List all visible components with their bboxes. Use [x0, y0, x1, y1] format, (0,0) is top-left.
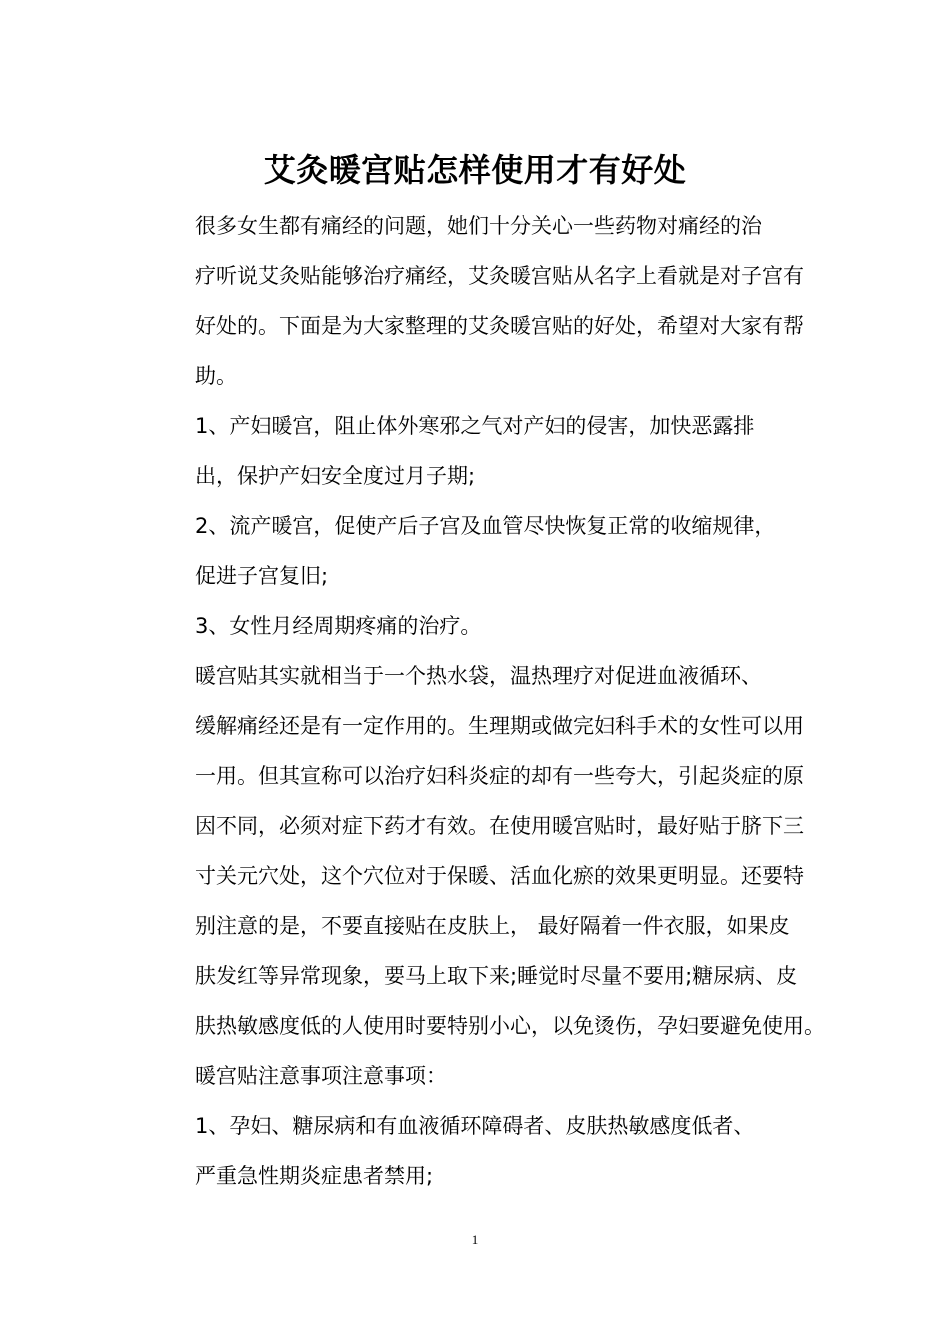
text-line: 一用。但其宣称可以治疗妇科炎症的却有一些夸大，引起炎症的原: [195, 764, 804, 788]
paragraph-intro: [150, 201, 810, 401]
text-line: 缓解痛经还是有一定作用的。生理期或做完妇科手术的女性可以用: [195, 714, 804, 738]
text-line: 寸关元穴处，这个穴位对于保暖、活血化瘀的效果更明显。还要特: [195, 864, 804, 888]
text-line: 因不同，必须对症下药才有效。在使用暖宫贴时，最好贴于脐下三: [195, 814, 804, 838]
document-title: 艾灸暖宫贴怎样使用才有好处: [263, 151, 687, 190]
text-line: 疗听说艾灸贴能够治疗痛经，艾灸暖宫贴从名字上看就是对子宫有: [195, 264, 804, 288]
text-line: 很多女生都有痛经的问题，她们十分关心一些药物对痛经的治: [195, 214, 762, 238]
text-line: 肤发红等异常现象，要马上取下来;睡觉时尽量不要用;糖尿病、皮: [195, 964, 798, 988]
page-number: 1: [471, 1232, 479, 1247]
text-line: 严重急性期炎症患者禁用;: [195, 1164, 434, 1188]
paragraph-explanation: [150, 651, 825, 1051]
paragraph-precautions-heading: [150, 1051, 810, 1101]
paragraph-benefit-3: [150, 601, 810, 651]
paragraph-benefit-1: [150, 401, 810, 501]
text-line: 出，保护产妇安全度过月子期;: [195, 464, 476, 488]
paragraph-benefit-2: [150, 501, 810, 601]
text-line: 1、孕妇、糖尿病和有血液循环障碍者、皮肤热敏感度低者、: [195, 1114, 755, 1138]
paragraph-precaution-1: [150, 1101, 810, 1201]
text-line: 肤热敏感度低的人使用时要特别小心，以免烫伤，孕妇要避免使用。: [195, 1014, 825, 1038]
text-line: 2、流产暖宫，促使产后子宫及血管尽快恢复正常的收缩规律，: [195, 514, 776, 538]
text-line: 别注意的是，不要直接贴在皮肤上， 最好隔着一件衣服，如果皮: [195, 914, 790, 938]
text-line: 3、女性月经周期疼痛的治疗。: [195, 614, 482, 638]
document-body: [150, 201, 825, 1201]
text-line: 暖宫贴其实就相当于一个热水袋，温热理疗对促进血液循环、: [195, 664, 762, 688]
text-line: 好处的。下面是为大家整理的艾灸暖宫贴的好处，希望对大家有帮: [195, 314, 804, 338]
text-line: 促进子宫复旧;: [195, 564, 329, 588]
text-line: 助。: [195, 364, 237, 388]
text-line: 暖宫贴注意事项注意事项：: [195, 1064, 447, 1088]
text-line: 1、产妇暖宫，阻止体外寒邪之气对产妇的侵害，加快恶露排: [195, 414, 755, 438]
